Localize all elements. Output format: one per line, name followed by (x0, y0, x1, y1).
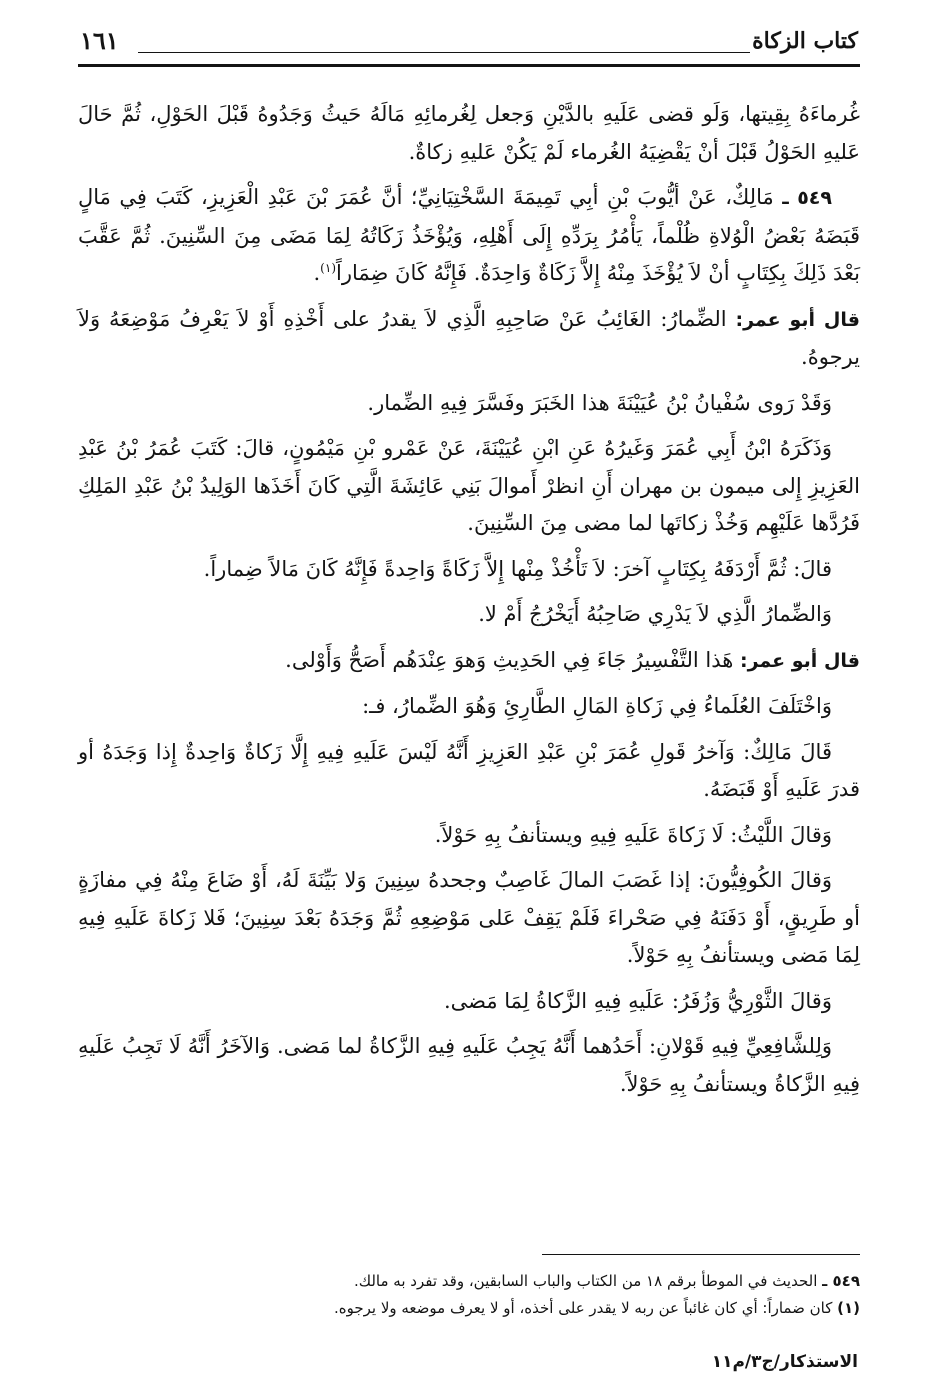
paragraph: قالَ: ثُمَّ أَرْدَفَهُ بِكِتَابٍ آخرَ: لاَ تَأْخُذْ مِنْها إِلاَّ زَكَاةً وَاحِدةً فَإِنَّهُ كَانَ مَالاً ضِماراً. (203, 556, 832, 581)
hadith-number: ٥٤٩ ـ (782, 187, 832, 209)
footnote-ref[interactable]: (١) (320, 261, 336, 275)
book-page (78, 0, 860, 1390)
hadith-text: مَالِكٌ، عَنْ أيُّوبَ بْنِ أبِي تَمِيمَةَ السَّخْتِيَانِيِّ؛ أنَّ عُمَرَ بْنَ عَبْدِ الْعَزِيزِ، كَتَبَ فِي مَالٍ قَبَضَهُ بَعْضُ الْوُلاةِ ظُلْماً، يَأْمُرُ بِرَدِّهِ إِلَى أَهْلِهِ، وَيُؤْخَذُ زَكَاتُهُ لِمَا مَضَى مِنَ السِّنِينَ. ثُمَّ عَقَّبَ بَعْدَ ذَلِكَ بِكِتَابٍ أنْ لاَ يُؤْخَذَ مِنْهُ إِلاَّ زَكَاةٌ وَاحِدَةٌ. فَإِنَّهُ كَانَ ضِمَاراً (78, 185, 860, 285)
paragraph: وَقَدْ رَوى سُفْيانُ بْنُ عُيَيْنَةَ هذا الخَبَرَ وفَسَّرَ فِيهِ الضِّمار. (367, 390, 832, 415)
paragraph: قَالَ مَالِكٌ: وَآخرُ قَولِ عُمَرَ بْنِ عَبْدِ العَزِيزِ أَنَّهُ لَيْسَ عَلَيهِ فِيهِ إِلَّا زَكاةٌ وَاحِدةٌ إِذا وَجَدَهُ أو قدرَ عَلَيهِ أَوْ قَبَضَهُ. (78, 739, 860, 801)
paragraph: وَاخْتَلَفَ العُلَماءُ فِي زَكاةِ المَالِ الطَّارِئِ وَهُوَ الضِّمارُ، فـ: (362, 694, 832, 718)
paragraph: وَالضِّمارُ الَّذِي لاَ يَدْرِي صَاحِبُهُ أَيَخْرُجُ أَمْ لا. (478, 602, 832, 626)
paragraph-text: الضِّمارُ: الغَائِبُ عَنْ صَاحِبِهِ الَّذِي لاَ يقدرُ على أَخْذِهِ أَوْ لاَ يَعْرِفُ مَوْضِعَهُ وَلاَ يرجوهُ. (78, 306, 860, 369)
paragraph (78, 301, 860, 377)
footnotes (78, 1268, 860, 1322)
footnote (78, 1268, 860, 1295)
footnote-text: الحديث في الموطأ برقم ١٨ من الكتاب والباب السابقين، وقد تفرد به مالك. (353, 1272, 818, 1290)
speaker-label: قال أبو عمر: (735, 308, 860, 331)
header-line (138, 52, 750, 53)
footnote-separator (542, 1254, 860, 1255)
page-number: ١٦١ (80, 26, 119, 55)
paragraph: وَقالَ اللَّيْثُ: لَا زَكاةَ عَلَيهِ فِيهِ ويستأنفُ بِهِ حَوْلاً. (434, 822, 832, 847)
main-text (78, 96, 860, 1111)
paragraph: وَلِلشَّافِعِيِّ فِيهِ قَوْلانِ: أَحَدُهما أَنَّهُ يَجِبُ عَلَيهِ فِيهِ الزَّكاةُ لما مَضى. وَالآخَرُ أَنَّهُ لَا تَجِبُ عَلَيهِ فِيهِ الزَّكاةُ ويستأنفُ بِهِ حَوْلاً. (78, 1034, 860, 1096)
footnote-text: كان ضماراً: أي كان غائباً عن ربه لا يقدر على أخذه، أو لا يعرف موضعه ولا يرجوه. (333, 1299, 833, 1317)
speaker-label: قال أبو عمر: (740, 649, 860, 672)
volume-signature: الاستذكار/ج٣/م١١ (711, 1352, 858, 1372)
paragraph-text: هَذا التَّفْسِيرُ جَاءَ فِي الحَدِيثِ وَهوَ عِنْدَهُم أَصَحُّ وَأَوْلى. (285, 647, 734, 672)
footnote-number: (١) (837, 1299, 860, 1317)
book-title: كتاب الزكاة (752, 28, 858, 54)
footnote-number: ٥٤٩ ـ (822, 1272, 860, 1290)
header-rule (78, 64, 860, 67)
footnote (78, 1295, 860, 1322)
running-header (78, 22, 860, 62)
paragraph: وَقالَ الكُوفِيُّونَ: إذا غَصَبَ المالَ غَاصِبٌ وجحدهُ سِنِينَ وَلا بَيِّنَةَ لَهُ، أَوْ ضَاعَ مِنْهُ فِي مفازَةٍ أو طَرِيقٍ، أَوْ دَفَنَهُ فِي صَحْراءَ فَلَمْ يَقِفْ عَلى مَوْضِعِهِ ثُمَّ وَجَدَهُ بَعْدَ سِنِينَ؛ فَلا زَكاةَ عَلَيهِ فِيهِ لِمَا مَضى ويستأنفُ بِهِ حَوْلاً. (78, 868, 860, 967)
paragraph: وَذَكَرَهُ ابْنُ أَبِي عُمَرَ وَغَيرُهُ عَنِ ابْنِ عُيَيْنَةَ، عَنْ عَمْرو بْنِ مَيْمُونٍ، قالَ: كَتَبَ عُمَرُ بْنُ عَبْدِ العَزِيزِ إِلى ميمون بن مهران أَنِ انظرْ أَموالَ بَنِي عَائِشَةَ الَّتِي كَانَ أَخَذَها الوَلِيدُ بْنُ عَبْدِ المَلِكِ فَرُدَّها عَلَيْهِم وَخُذْ زكاتَها لما مضى مِنَ السِّنِينَ. (78, 436, 860, 535)
paragraph: وَقالَ الثَّوْرِيُّ وَزُفَرُ: عَلَيهِ فِيهِ الزَّكاةُ لِمَا مَضى. (443, 988, 832, 1013)
hadith-paragraph: ٥٤٩ ـ مَالِكٌ، عَنْ أيُّوبَ بْنِ أبِي تَمِيمَةَ السَّخْتِيَانِيِّ؛ أنَّ عُمَرَ بْنَ عَبْدِ الْعَزِيزِ، كَتَبَ فِي مَالٍ قَبَضَهُ بَعْضُ الْوُلاةِ ظُلْماً، يَأْمُرُ بِرَدِّهِ إِلَى أَهْلِهِ، وَيُؤْخَذُ زَكَاتُهُ لِمَا مَضَى مِنَ السِّنِينَ. ثُمَّ عَقَّبَ بَعْدَ ذَلِكَ بِكِتَابٍ أنْ لاَ يُؤْخَذَ مِنْهُ إِلاَّ زَكَاةٌ وَاحِدَةٌ. فَإِنَّهُ كَانَ ضِمَاراً$^{(١)}$. (78, 185, 860, 285)
paragraph: غُرماءَهُ بِقِيتها، وَلَو قضى عَلَيهِ بالدَّيْنِ وَجعل لِغُرمائِهِ مَالَهُ حَيثُ وَجَدُوهُ قَبْلَ الحَوْلِ، ثُمَّ حَالَ عَليهِ الحَوْلُ قَبْلَ أنْ يَقْضِيَهُ الغُرماء لَمْ يَكُنْ عَليهِ زكاةٌ. (78, 102, 860, 164)
paragraph (78, 642, 860, 681)
